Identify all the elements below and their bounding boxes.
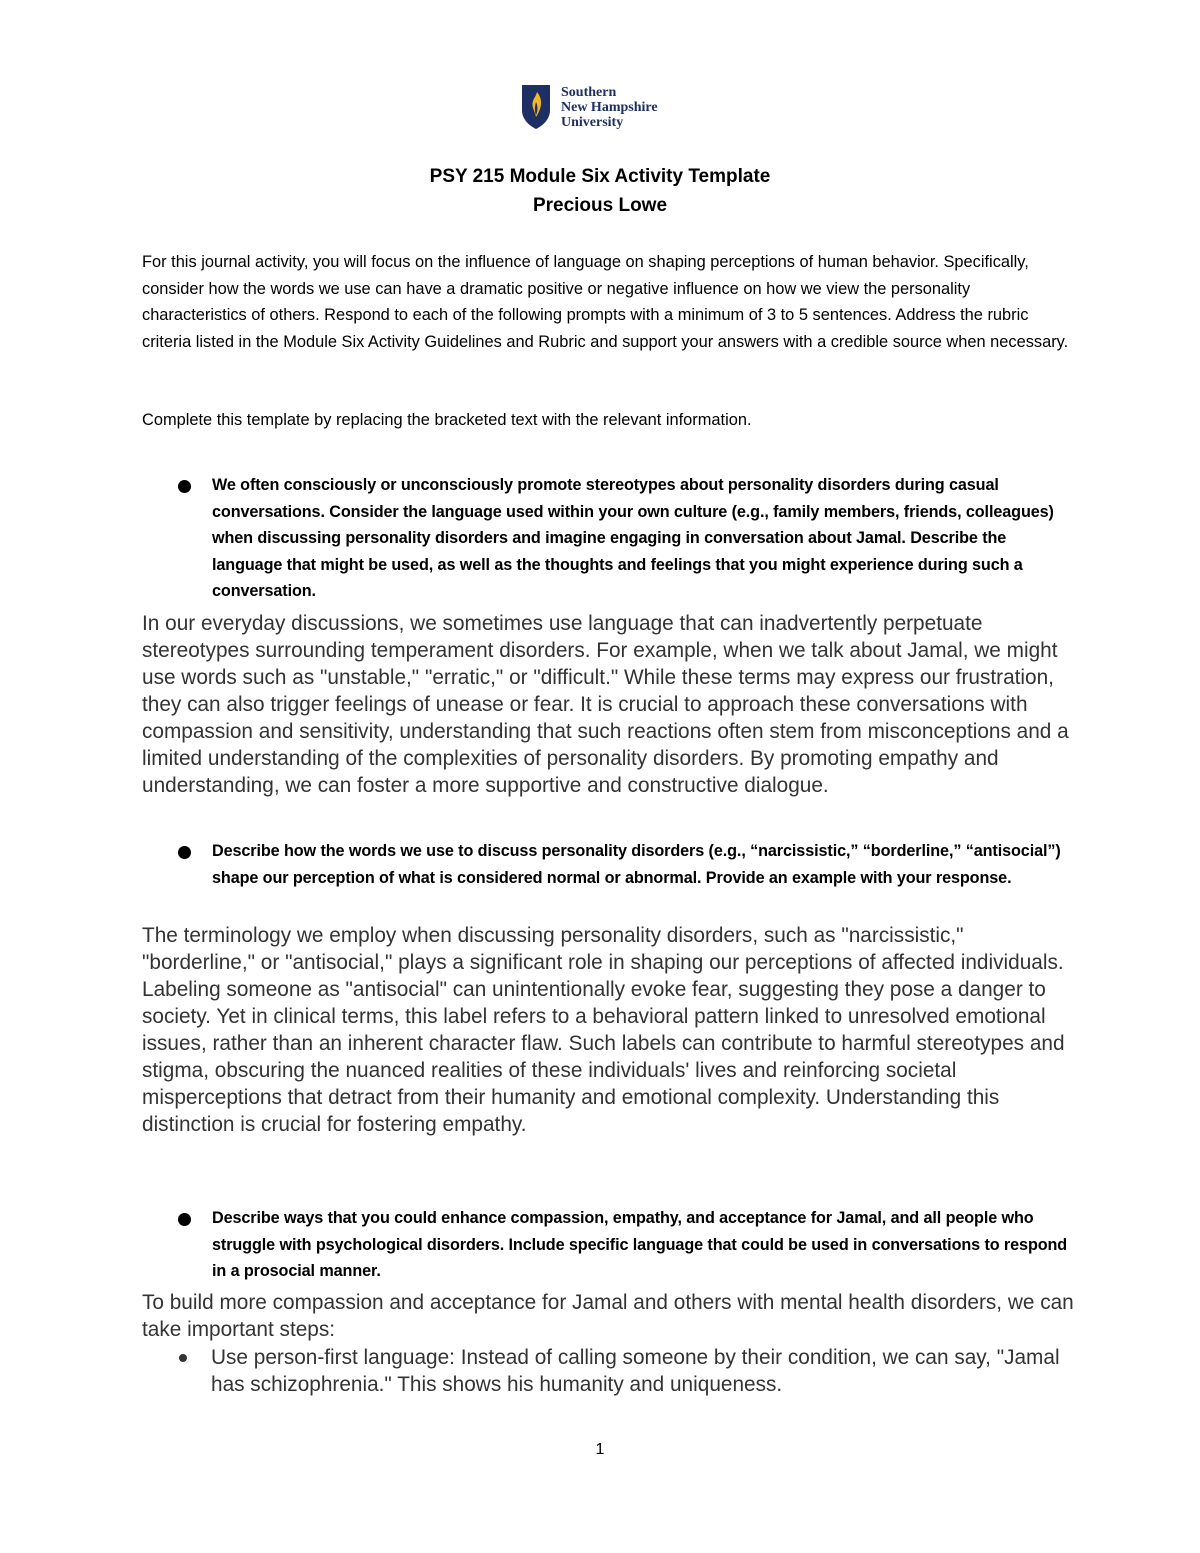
prompt-2: Describe how the words we use to discuss personality disorders (e.g., “narcissistic,” “borderline,” “antisocial”) shape our perception of what is considered normal or abnormal. Provide an example with your response. bbox=[212, 842, 1061, 887]
snhu-shield-flame-icon bbox=[521, 84, 551, 130]
prompt-bullet-1 bbox=[178, 480, 191, 493]
answer-2: The terminology we employ when discussing personality disorders, such as "narcissistic," "borderline," or "antisocial," plays a significant role in shaping our perceptions of affected individuals. Labeling someone as "antisocial" can unintentionally evoke fear, suggesting they pose a danger to society. Yet in clinical terms, this label refers to a behavioral pattern linked to unresolved emotional issues, rather than an inherent character flaw. Such labels can contribute to harmful stereotypes and stigma, obscuring the nuanced realities of these individuals' lives and reinforcing societal misperceptions that detract from their humanity and emotional complexity. Understanding this distinction is crucial for fostering empathy. bbox=[142, 924, 1065, 1136]
prompt-1: We often consciously or unconsciously promote stereotypes about personality disorders during casual conversations. Consider the language used within your own culture (e.g., family members, friends, colleagues) when discussing personality disorders and imagine engaging in conversation about Jamal. Describe the language that might be used, as well as the thoughts and feelings that you might experience during such a conversation. bbox=[212, 476, 1054, 600]
logo-wordmark bbox=[561, 85, 658, 130]
prompt-bullet-3 bbox=[178, 1213, 191, 1226]
logo-line-1: Southern bbox=[561, 84, 617, 100]
author-name: Precious Lowe bbox=[532, 195, 668, 216]
answer-3: To build more compassion and acceptance for Jamal and others with mental health disorders, we can take important steps: bbox=[142, 1291, 1074, 1341]
instruction-paragraph: Complete this template by replacing the bracketed text with the relevant information. bbox=[142, 411, 752, 429]
sub-item-1: Use person-first language: Instead of calling someone by their condition, we can say, "Jamal has schizophrenia." This shows his humanity and uniqueness. bbox=[211, 1346, 1060, 1396]
university-logo bbox=[521, 84, 658, 130]
page-number: 1 bbox=[595, 1441, 605, 1458]
logo-line-2: New Hampshire bbox=[561, 99, 658, 115]
prompt-bullet-2 bbox=[178, 846, 191, 859]
logo-line-3: University bbox=[561, 114, 624, 130]
intro-paragraph: For this journal activity, you will focus on the influence of language on shaping perceptions of human behavior. Specifically, consider how the words we use can have a dramatic positive or negative influence on how we view the personality characteristics of others. Respond to each of the following prompts with a minimum of 3 to 5 sentences. Address the rubric criteria listed in the Module Six Activity Guidelines and Rubric and support your answers with a credible source when necessary. bbox=[142, 253, 1069, 351]
answer-1: In our everyday discussions, we sometimes use language that can inadvertently perpetuate stereotypes surrounding temperament disorders. For example, when we talk about Jamal, we might use words such as "unstable," "erratic," or "difficult." While these terms may express our frustration, they can also trigger feelings of unease or fear. It is crucial to approach these conversations with compassion and sensitivity, understanding that such reactions often stem from misconceptions and a limited understanding of the complexities of personality disorders. By promoting empathy and understanding, we can foster a more supportive and constructive dialogue. bbox=[142, 612, 1069, 797]
prompt-3: Describe ways that you could enhance compassion, empathy, and acceptance for Jamal, and all people who struggle with psychological disorders. Include specific language that could be used in conversations to respond in a prosocial manner. bbox=[212, 1209, 1068, 1280]
sub-bullet-1 bbox=[179, 1354, 187, 1362]
document-title: PSY 215 Module Six Activity Template bbox=[429, 166, 771, 187]
